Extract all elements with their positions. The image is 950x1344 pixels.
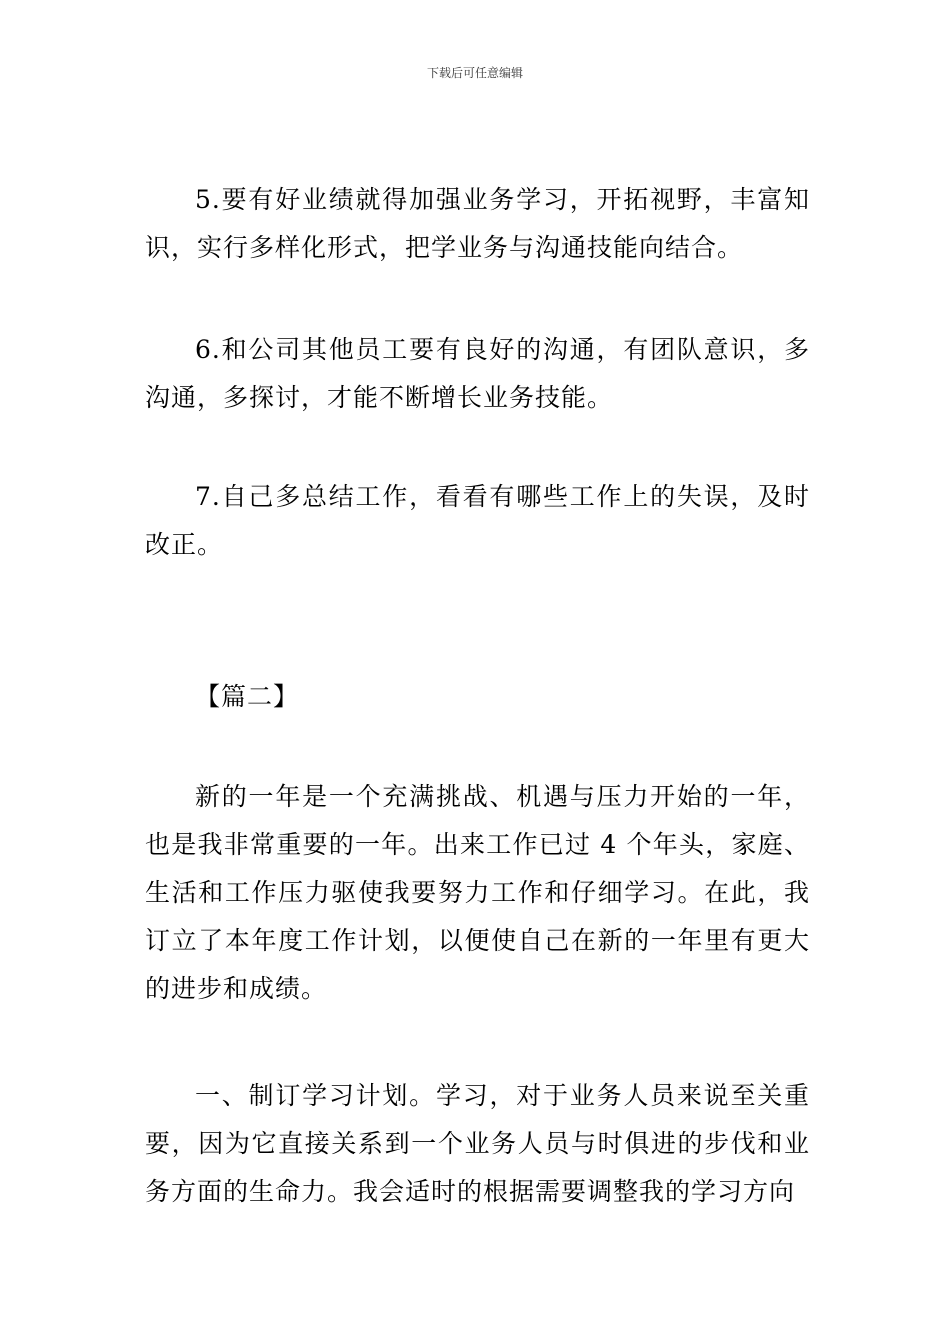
paragraph-item-7: 7.自己多总结工作，看看有哪些工作上的失误，及时改正。 <box>145 482 810 559</box>
section-heading: 【篇二】 <box>195 682 300 711</box>
paragraph-plan-1: 一、制订学习计划。学习，对于业务人员来说至关重要，因为它直接关系到一个业务人员与时俱进的步伐和业务方面的生命力。我会适时的根据需要调整我的学习方向 <box>145 1081 810 1206</box>
paragraph-item-5: 5.要有好业绩就得加强业务学习，开拓视野，丰富知识，实行多样化形式，把学业务与沟通技能向结合。 <box>145 185 810 262</box>
paragraph-intro: 新的一年是一个充满挑战、机遇与压力开始的一年，也是我非常重要的一年。出来工作已过 4 个年头，家庭、生活和工作压力驱使我要努力工作和仔细学习。在此，我订立了本年度工作计划，以便使自己在新的一年里有更大的进步和成绩。 <box>145 782 810 1003</box>
page-header-note: 下载后可任意编辑 <box>426 66 523 80</box>
paragraph-item-6: 6.和公司其他员工要有良好的沟通，有团队意识，多沟通，多探讨，才能不断增长业务技能。 <box>145 335 810 412</box>
